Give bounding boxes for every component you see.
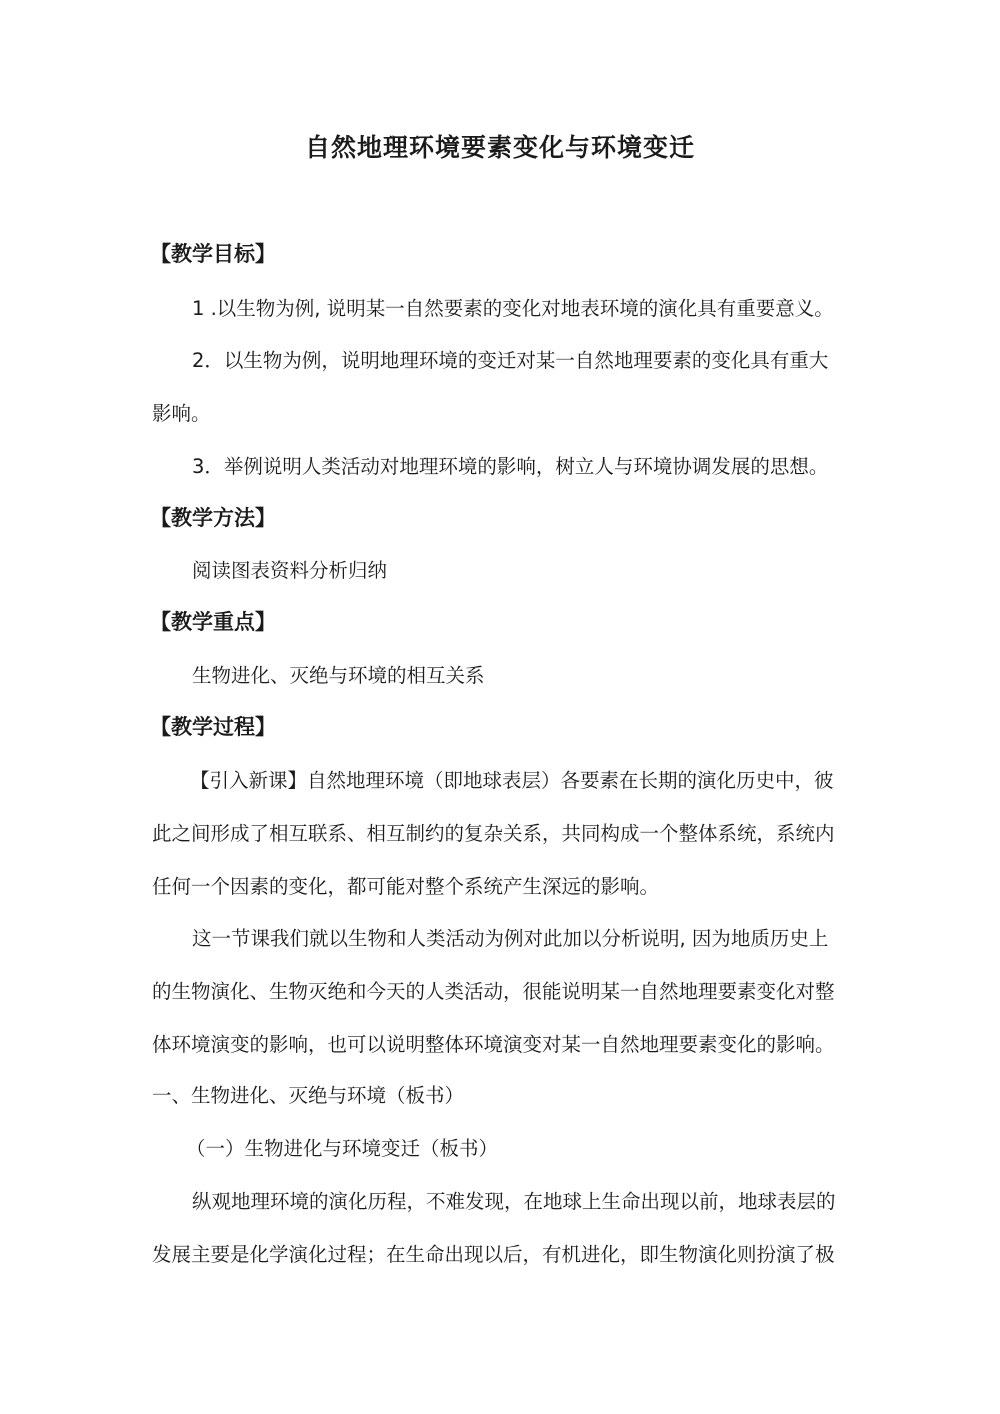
intro-line-1: 【引入新课】自然地理环境（即地球表层）各要素在长期的演化历史中，彼 <box>190 769 834 792</box>
document-title: 自然地理环境要素变化与环境变迁 <box>304 133 695 162</box>
objective-item-2-cont: 影响。 <box>152 402 211 425</box>
intro-line-3: 任何一个因素的变化，都可能对整个系统产生深远的影响。 <box>152 875 660 898</box>
para3-line-2: 发展主要是化学演化过程；在生命出现以后，有机进化，即生物演化则扮演了极 <box>152 1243 835 1266</box>
objective-item-1: 1 .以生物为例, 说明某一自然要素的变化对地表环境的演化具有重要意义。 <box>192 297 834 320</box>
heading-process: 【教学过程】 <box>150 715 276 739</box>
section-1-heading: 一、生物进化、灭绝与环境（板书） <box>152 1084 465 1107</box>
subsection-1-heading: （一）生物进化与环境变迁（板书） <box>186 1137 499 1160</box>
heading-objectives: 【教学目标】 <box>150 242 276 266</box>
para2-line-1: 这一节课我们就以生物和人类活动为例对此加以分析说明, 因为地质历史上 <box>192 927 829 950</box>
intro-line-2: 此之间形成了相互联系、相互制约的复杂关系，共同构成一个整体系统，系统内 <box>152 822 835 845</box>
method-text: 阅读图表资料分析归纳 <box>192 559 388 582</box>
keypoint-text: 生物进化、灭绝与环境的相互关系 <box>192 664 485 687</box>
objective-item-2: 2．以生物为例，说明地理环境的变迁对某一自然地理要素的变化具有重大 <box>192 349 829 372</box>
para2-line-2: 的生物演化、生物灭绝和今天的人类活动，很能说明某一自然地理要素变化对整 <box>152 980 835 1003</box>
objective-item-3: 3．举例说明人类活动对地理环境的影响，树立人与环境协调发展的思想。 <box>192 455 829 478</box>
para3-line-1: 纵观地理环境的演化历程，不难发现，在地球上生命出现以前，地球表层的 <box>192 1190 836 1213</box>
para2-line-3: 体环境演变的影响，也可以说明整体环境演变对某一自然地理要素变化的影响。 <box>152 1033 835 1056</box>
heading-keypoint: 【教学重点】 <box>150 610 276 634</box>
heading-method: 【教学方法】 <box>150 506 276 530</box>
